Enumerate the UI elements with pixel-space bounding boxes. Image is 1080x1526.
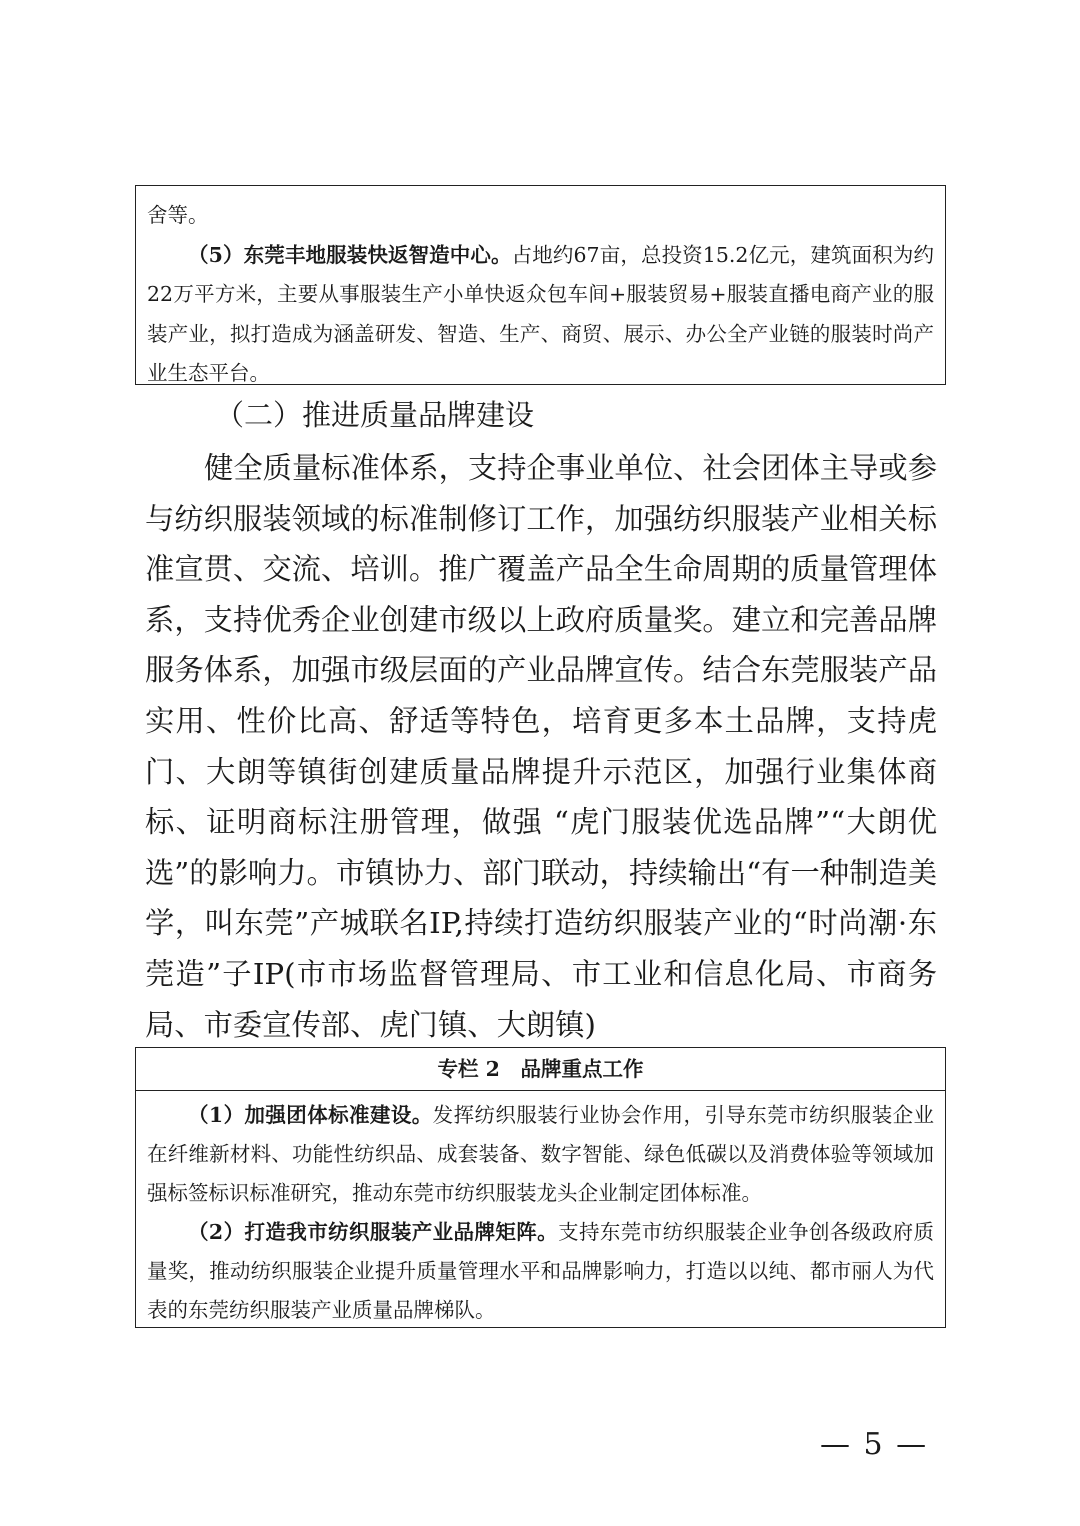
column-body — [136, 1091, 945, 1330]
column-item-2-text: 支持东莞市纺织服装企业争创各级政府质量奖，推动纺织服装企业提升质量管理水平和品牌影响力，打造以以纯、都市丽人为代表的东莞纺织服装产业质量品牌梯队。 — [147, 1220, 935, 1322]
project-item-5-text: 占地约67亩，总投资15.2亿元，建筑面积为约22万平方米，主要从事服装生产小单快返众包车间+服装贸易+服装直播电商产业的服装产业，拟打造成为涵盖研发、智造、生产、商贸、展示、办公全产业链的服装时尚产业生态平台。 — [147, 242, 935, 385]
section-heading: （二）推进质量品牌建设 — [215, 398, 535, 432]
page-number: — 5 — — [820, 1427, 929, 1462]
project-item-5 — [147, 236, 934, 394]
project-box — [135, 185, 946, 385]
column-item-2 — [147, 1213, 934, 1330]
section-paragraph: 健全质量标准体系，支持企事业单位、社会团体主导或参与纺织服装领域的标准制修订工作，加强纺织服装产业相关标准宣贯、交流、培训。推广覆盖产品全生命周期的质量管理体系，支持优秀企业创建市级以上政府质量奖。建立和完善品牌服务体系，加强市级层面的产业品牌宣传。结合东莞服装产品实用、性价比高、舒适等特色，培育更多本土品牌，支持虎门、大朗等镇街创建质量品牌提升示范区，加强行业集体商标、证明商标注册管理，做强 “虎门服装优选品牌”“大朗优选”的影响力。市镇协力、部门联动，持续输出“有一种制造美学，叫东莞”产城联名IP,持续打造纺织服装产业的“时尚潮·东莞造”子IP(市市场监督管理局、市工业和信息化局、市商务局、市委宣传部、虎门镇、大朗镇) — [145, 451, 937, 1042]
column-title: 专栏 2 品牌重点工作 — [136, 1048, 945, 1091]
column-item-1 — [147, 1096, 934, 1213]
column-item-1-text: 发挥纺织服装行业协会作用，引导东莞市纺织服装企业在纤维新材料、功能性纺织品、成套装备、数字智能、绿色低碳以及消费体验等领域加强标签标识标准研究，推动东莞市纺织服装龙头企业制定团体标准。 — [147, 1103, 935, 1205]
project-item-5-label: （5）东莞丰地服装快返智造中心。 — [188, 242, 512, 267]
column-item-1-label: （1）加强团体标准建设。 — [188, 1103, 433, 1127]
brand-column-box — [135, 1047, 946, 1328]
column-item-2-label: （2）打造我市纺织服装产业品牌矩阵。 — [188, 1220, 559, 1244]
continuation-text: 舍等。 — [147, 203, 209, 227]
